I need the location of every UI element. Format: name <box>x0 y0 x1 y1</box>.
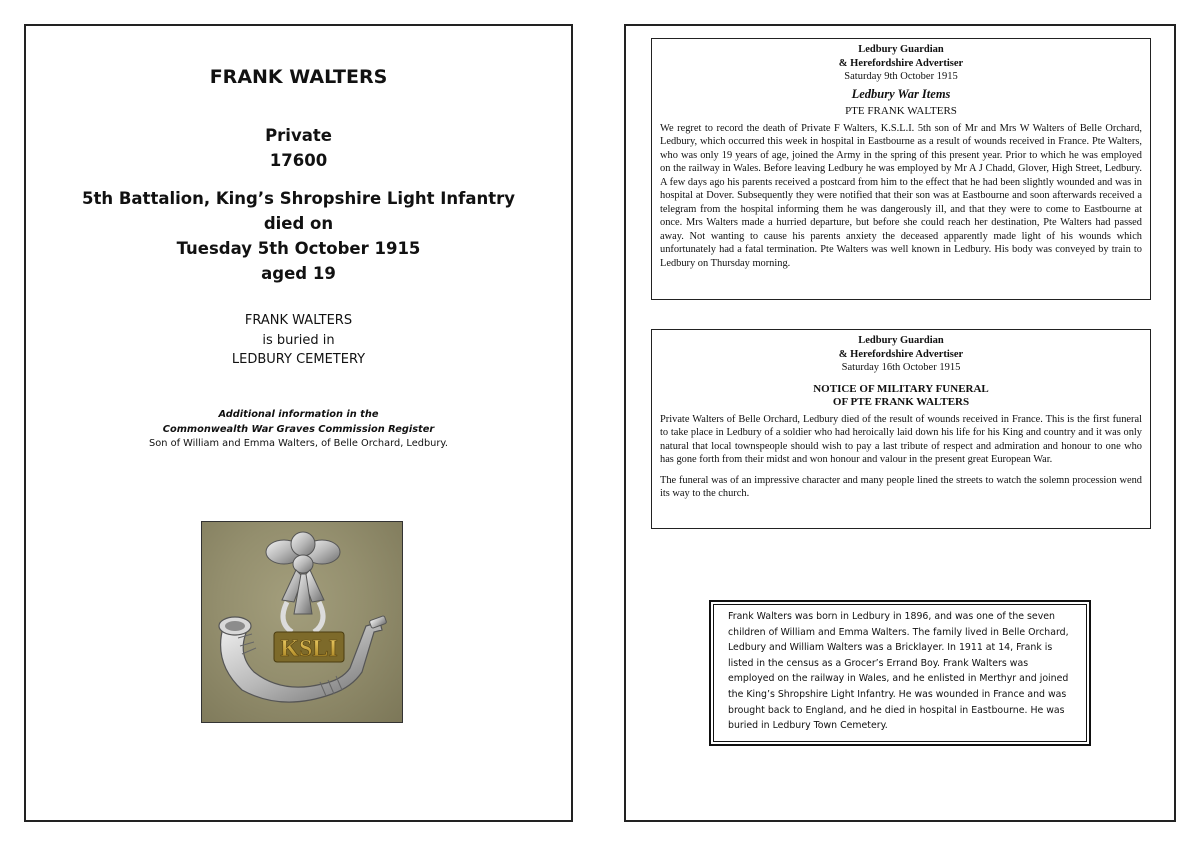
article1-body: We regret to record the death of Private F Walters, K.S.L.I. 5th son of Mr and Mrs W Walters of Belle Orchard, Ledbury, which occurred this week in hospital in Eastbourne as a result of wounds received in France. Pte Walters, who was only 19 years of age, joined the Army in the spring of this present year. Prior to which he was employed on the railway in Wales. Before leaving Ledbury he was employed by Mr A J Chadd, Glover, High Street, Ledbury. A few days ago his parents received a postcard from him to the effect that he had been slightly wounded and was in hospital at Dover. Subsequently they were notified that their son was at Eastbourne and soon afterwards received a telegram from the hospital informing them he was dangerously ill, and that they were to come to Eastbourne at once. Mrs Walters made a hurried departure, but before she could reach her destination, Pte Walters had passed away. Not wanting to cause his parents anxiety the deceased apparently made light of his wounds which unfortunately had a fatal termination. Pte Walters was well known in Ledbury. His body was conveyed by train to Ledbury on Thursday morning. <box>660 122 1142 269</box>
article1-paper-line2: & Herefordshire Advertiser <box>838 57 964 69</box>
service-block <box>26 186 571 286</box>
cwgc-block <box>26 408 571 452</box>
unit: 5th Battalion, King’s Shropshire Light Infantry <box>81 189 515 208</box>
left-page <box>24 24 573 822</box>
article1-section: Ledbury War Items <box>851 86 951 101</box>
cwgc-text: Son of William and Emma Walters, of Belle Orchard, Ledbury. <box>149 438 448 449</box>
article2-paragraph1: Private Walters of Belle Orchard, Ledbury died of the result of wounds received in France. This is the first funeral to take place in Ledbury of a soldier who had heroically laid down his life for his King and country and it was only natural that local townspeople should wish to pay a last tribute of respect and admiration and honour to one who has gone forth from their midst and won honour and valour in the present great European War. <box>660 413 1142 465</box>
burial-block <box>26 311 571 370</box>
cemetery-name: LEDBURY CEMETERY <box>231 352 366 367</box>
death-date: Tuesday 5th October 1915 <box>176 239 421 258</box>
newspaper-article-1 <box>651 38 1151 300</box>
biography-text: Frank Walters was born in Ledbury in 1896, and was one of the seven children of William and Emma Walters. The family lived in Belle Orchard, Ledbury and William Walters was a Bricklayer. In 1911 at 14, Frank is listed in the census as a Grocer’s Errand Boy. Frank Walters was employed on the railway in Wales, and he enlisted in Merthyr and joined the King’s Shropshire Light Infantry. He was wounded in France and was brought back to England, and he died in hospital in Eastbourne. He was buried in Ledbury Town Cemetery. <box>713 604 1087 742</box>
article1-date: Saturday 9th October 1915 <box>844 71 958 82</box>
newspaper-article-2 <box>651 329 1151 529</box>
article2-paper-line1: Ledbury Guardian <box>858 335 944 346</box>
cwgc-heading-line1: Additional information in the <box>218 409 379 420</box>
right-page <box>624 24 1176 822</box>
soldier-name: FRANK WALTERS <box>209 66 388 88</box>
article2-heading-line2: OF PTE FRANK WALTERS <box>832 395 970 408</box>
died-on-label: died on <box>263 214 334 233</box>
ksli-cap-badge-image <box>201 521 403 723</box>
cwgc-heading-line2: Commonwealth War Graves Commission Register <box>162 423 435 435</box>
buried-name: FRANK WALTERS <box>244 313 353 328</box>
rank-block <box>26 123 571 173</box>
biography-box <box>709 600 1091 746</box>
rank: Private <box>265 126 332 145</box>
buried-label: is buried in <box>262 332 335 348</box>
service-number: 17600 <box>269 151 328 170</box>
article1-heading: PTE FRANK WALTERS <box>845 104 957 117</box>
article2-paragraph2: The funeral was of an impressive character and many people lined the streets to watch the solemn procession wend its way to the church. <box>660 474 1142 499</box>
article2-date: Saturday 16th October 1915 <box>841 362 961 373</box>
article2-paper-line2: & Herefordshire Advertiser <box>838 348 964 360</box>
age: aged 19 <box>261 264 336 283</box>
badge-ksli-text: KSLI <box>280 636 338 662</box>
bugle-badge-icon <box>202 522 402 722</box>
article2-heading-line1: NOTICE OF MILITARY FUNERAL <box>813 382 989 395</box>
article1-paper-line1: Ledbury Guardian <box>858 44 944 55</box>
